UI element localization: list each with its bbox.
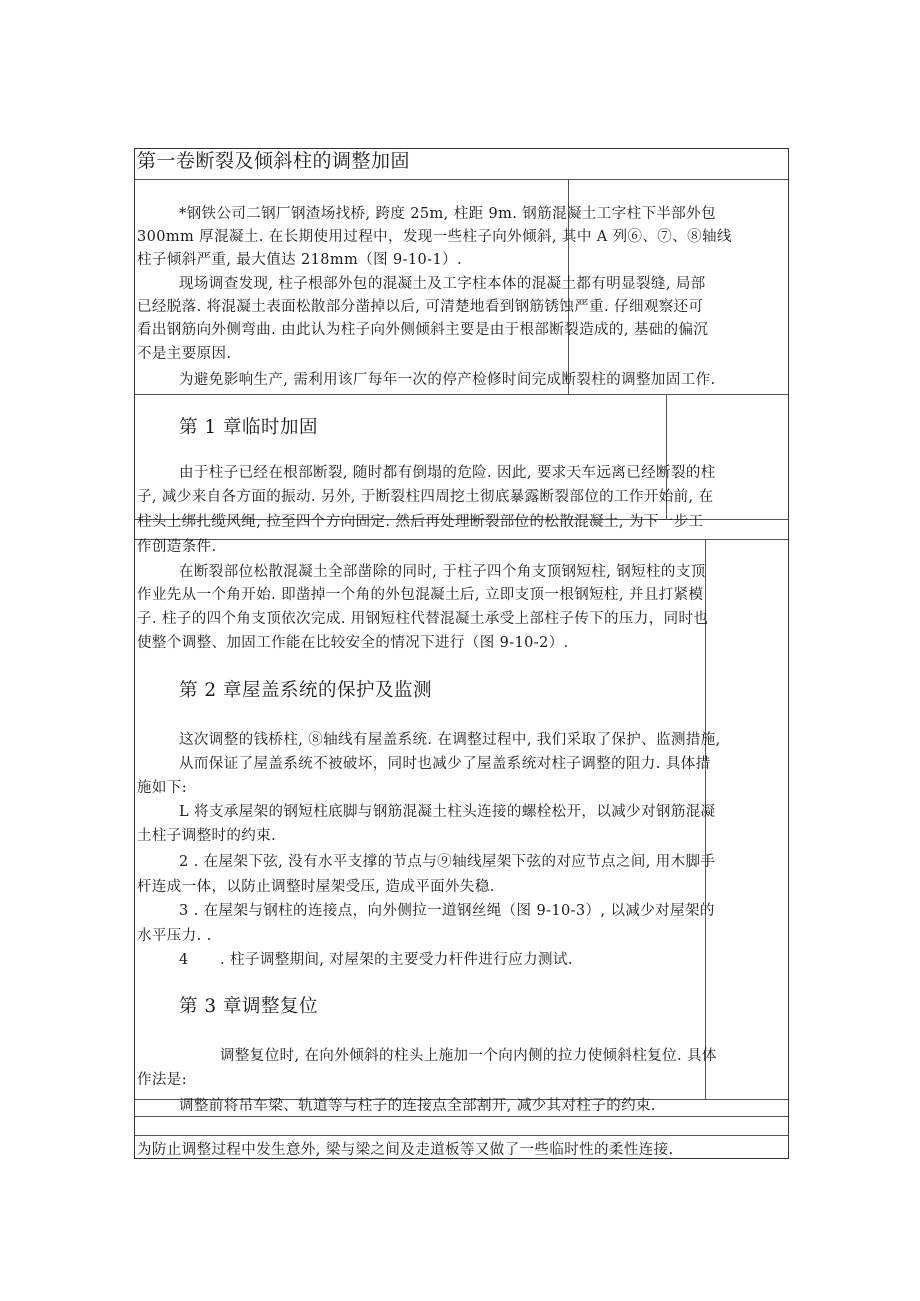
table-rule [135,179,788,180]
ch2-line: 3 . 在屋架与钢柱的连接点，向外侧拉一道钢丝绳（图 9-10-3）, 以减少对屋架的 [179,903,715,919]
table-rule [135,1135,788,1136]
intro-line: 柱子倾斜严重, 最大值达 218mm（图 9-10-1）. [137,252,463,268]
intro-line: 为避免影响生产, 需利用该厂每年一次的停产检修时间完成断裂柱的调整加固工作. [179,372,716,388]
intro-line: 已经脱落. 将混凝土表面松散部分凿掉以后, 可清楚地看到钢筋锈蚀严重. 仔细观察还可 [137,299,704,315]
ch2-line: 施如下: [137,780,187,796]
ch2-line: . 柱子调整期间, 对屋架的主要受力杆件进行应力测试. [220,952,573,968]
ch1-line: 由于柱子已经在根部断裂, 随时都有倒塌的危险. 因此, 要求天车远离已经断裂的柱 [179,465,716,481]
ch3-line: 作法是: [137,1072,187,1088]
ch2-line: 水平压力. . [137,928,212,944]
ch2-line: L 将支承屋架的钢短柱底脚与钢筋混凝土柱头连接的螺栓松开，以减少对钢筋混凝 [179,804,716,820]
ch2-line: 杆连成一体，以防止调整时屋架受压, 造成平面外失稳. [137,879,495,895]
ch1-line: 使整个调整、加固工作能在比较安全的情况下进行（图 9-10-2）. [137,635,569,651]
intro-line: 现场调查发现, 柱子根部外包的混凝土及工字柱本体的混凝土都有明显裂缝, 局部 [179,276,706,292]
intro-line: *钢铁公司二钢厂钢渣场找桥, 跨度 25m, 柱距 9m. 钢筋混凝土工字柱下半部外包 [179,206,716,222]
table-rule [135,539,788,540]
ch1-line: 子, 减少来自各方面的振动. 另外, 于断裂柱四周挖土彻底暴露断裂部位的工作开始前, 在 [137,489,714,505]
chapter-3-heading: 第 3 章调整复位 [179,996,319,1017]
ch3-line: 调整前将吊车梁、轨道等与柱子的连接点全部割开, 减少其对柱子的约束. [179,1098,656,1114]
ch2-item-number: 4 [179,952,189,968]
intro-line: 看出钢筋向外侧弯曲. 由此认为柱子向外侧倾斜主要是由于根部断裂造成的, 基础的偏沉 [137,322,709,338]
ch3-line: 调整复位时, 在向外倾斜的柱头上施加一个向内侧的拉力使倾斜柱复位. 具体 [220,1048,717,1064]
ch2-line: 2 . 在屋架下弦, 没有水平支撑的节点与⑨轴线屋架下弦的对应节点之间, 用木脚手 [179,854,716,870]
ch2-line: 从而保证了屋盖系统不被破坏，同时也减少了屋盖系统对柱子调整的阻力. 具体措 [179,756,711,772]
chapter-2-heading: 第 2 章屋盖系统的保护及监测 [179,680,433,701]
ch2-line: 这次调整的钱桥柱, ⑧轴线有屋盖系统. 在调整过程中, 我们采取了保护、监测措施, [179,732,721,748]
intro-line: 300mm 厚混凝土. 在长期使用过程中，发现一些柱子向外倾斜, 其中 A 列⑥、⑦、⑧轴线 [137,229,732,245]
ch3-line: 为防止调整过程中发生意外, 梁与梁之间及走道板等又做了一些临时性的柔性连接. [137,1142,674,1158]
ch1-line: 柱头上绑扎缆风绳, 拉至四个方向固定. 然后再处理断裂部位的松散混凝土, 为下一步工 [137,514,704,530]
ch1-line: 子. 柱子的四个角支顶依次完成. 用钢短柱代替混凝土承受上部柱子传下的压力，同时也 [137,611,709,627]
ch1-line: 作创造条件. [137,539,217,555]
intro-line: 不是主要原因. [137,346,232,362]
ch1-line: 作业先从一个角开始. 即凿掉一个角的外包混凝土后, 立即支顶一根钢短柱, 并且打紧模 [137,587,704,603]
ch2-line: 土柱子调整时的约束. [137,828,277,844]
chapter-1-heading: 第 1 章临时加固 [179,417,319,438]
document-title: 第一卷断裂及倾斜柱的调整加固 [137,150,411,172]
table-rule [135,394,788,395]
table-rule [135,1116,788,1117]
ch1-line: 在断裂部位松散混凝土全部凿除的同时, 于柱子四个角支顶钢短柱, 钢短柱的支顶 [179,564,706,580]
